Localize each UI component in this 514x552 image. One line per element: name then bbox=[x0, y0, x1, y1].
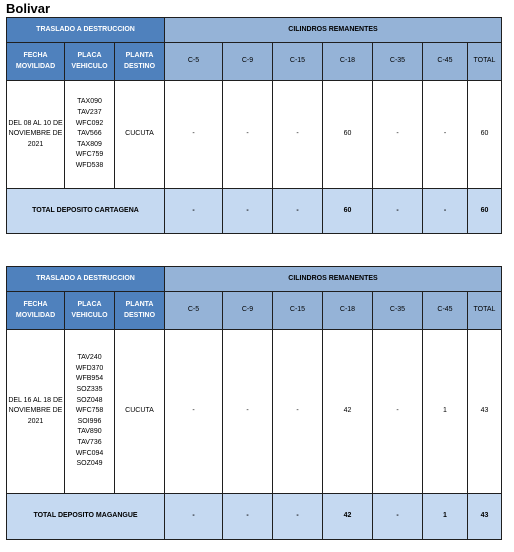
table-magangue bbox=[6, 266, 502, 540]
total-value: - bbox=[373, 189, 423, 234]
total-value: - bbox=[373, 494, 423, 540]
total-value: - bbox=[223, 189, 273, 234]
plate: TAX809 bbox=[77, 140, 102, 148]
plate: WFC094 bbox=[75, 449, 104, 457]
value-cell: 60 bbox=[468, 81, 502, 189]
total-value: - bbox=[423, 189, 468, 234]
col-header: TOTAL bbox=[468, 292, 502, 330]
col-header: C-9 bbox=[223, 292, 273, 330]
planta-cell: CUCUTA bbox=[115, 81, 165, 189]
header-cilindros: CILINDROS REMANENTES bbox=[165, 267, 502, 292]
plate: TAV240 bbox=[77, 354, 102, 362]
value-cell: 60 bbox=[323, 81, 373, 189]
col-header: TOTAL bbox=[468, 43, 502, 81]
fecha-cell: DEL 16 AL 18 DE NOVIEMBRE DE 2021 bbox=[7, 330, 65, 494]
col-header: C-18 bbox=[323, 292, 373, 330]
col-header: C-35 bbox=[373, 292, 423, 330]
total-value: - bbox=[165, 189, 223, 234]
plate: TAV890 bbox=[77, 428, 102, 436]
value-cell: - bbox=[373, 330, 423, 494]
header-traslado: TRASLADO A DESTRUCCION bbox=[7, 18, 165, 43]
header-placa: PLACA VEHICULO bbox=[65, 292, 115, 330]
total-value: 60 bbox=[323, 189, 373, 234]
value-cell: - bbox=[165, 81, 223, 189]
header-traslado: TRASLADO A DESTRUCCION bbox=[7, 267, 165, 292]
header-fecha: FECHA MOVILIDAD bbox=[7, 43, 65, 81]
value-cell: 42 bbox=[323, 330, 373, 494]
header-fecha: FECHA MOVILIDAD bbox=[7, 292, 65, 330]
col-header: C-45 bbox=[423, 292, 468, 330]
total-value: - bbox=[273, 494, 323, 540]
plate: SOZ048 bbox=[76, 396, 103, 404]
plate: TAV566 bbox=[77, 130, 102, 138]
total-value: 1 bbox=[423, 494, 468, 540]
total-value: 60 bbox=[468, 189, 502, 234]
value-cell: - bbox=[223, 81, 273, 189]
total-value: 43 bbox=[468, 494, 502, 540]
plate: WFC759 bbox=[75, 151, 104, 159]
planta-cell: CUCUTA bbox=[115, 330, 165, 494]
table-cartagena bbox=[6, 17, 502, 234]
total-value: - bbox=[273, 189, 323, 234]
value-cell: 43 bbox=[468, 330, 502, 494]
plate: WFD370 bbox=[75, 364, 104, 372]
value-cell: - bbox=[223, 330, 273, 494]
plate: SOI996 bbox=[77, 417, 102, 425]
plate: WFC092 bbox=[75, 119, 104, 127]
plate: WFB954 bbox=[75, 375, 104, 383]
col-header: C-15 bbox=[273, 292, 323, 330]
plate: WFC758 bbox=[75, 407, 104, 415]
col-header: C-5 bbox=[165, 292, 223, 330]
plate: WFD538 bbox=[75, 161, 104, 169]
value-cell: - bbox=[165, 330, 223, 494]
col-header: C-45 bbox=[423, 43, 468, 81]
col-header: C-9 bbox=[223, 43, 273, 81]
total-label: TOTAL DEPOSITO MAGANGUE bbox=[7, 494, 165, 540]
header-planta: PLANTA DESTINO bbox=[115, 292, 165, 330]
header-placa: PLACA VEHICULO bbox=[65, 43, 115, 81]
plate: TAX090 bbox=[77, 98, 102, 106]
plates-cell bbox=[65, 81, 115, 189]
total-value: - bbox=[223, 494, 273, 540]
value-cell: 1 bbox=[423, 330, 468, 494]
col-header: C-15 bbox=[273, 43, 323, 81]
value-cell: - bbox=[273, 330, 323, 494]
plate: TAV736 bbox=[77, 438, 102, 446]
plate: SOZ335 bbox=[76, 386, 103, 394]
total-value: - bbox=[165, 494, 223, 540]
header-cilindros: CILINDROS REMANENTES bbox=[165, 18, 502, 43]
plates-cell bbox=[65, 330, 115, 494]
value-cell: - bbox=[373, 81, 423, 189]
fecha-cell: DEL 08 AL 10 DE NOVIEMBRE DE 2021 bbox=[7, 81, 65, 189]
header-planta: PLANTA DESTINO bbox=[115, 43, 165, 81]
plate: TAV237 bbox=[77, 109, 102, 117]
total-label: TOTAL DEPOSITO CARTAGENA bbox=[7, 189, 165, 234]
page-title: Bolivar bbox=[6, 1, 51, 16]
col-header: C-18 bbox=[323, 43, 373, 81]
total-value: 42 bbox=[323, 494, 373, 540]
plate: SOZ049 bbox=[76, 460, 103, 468]
value-cell: - bbox=[273, 81, 323, 189]
value-cell: - bbox=[423, 81, 468, 189]
col-header: C-35 bbox=[373, 43, 423, 81]
col-header: C-5 bbox=[165, 43, 223, 81]
